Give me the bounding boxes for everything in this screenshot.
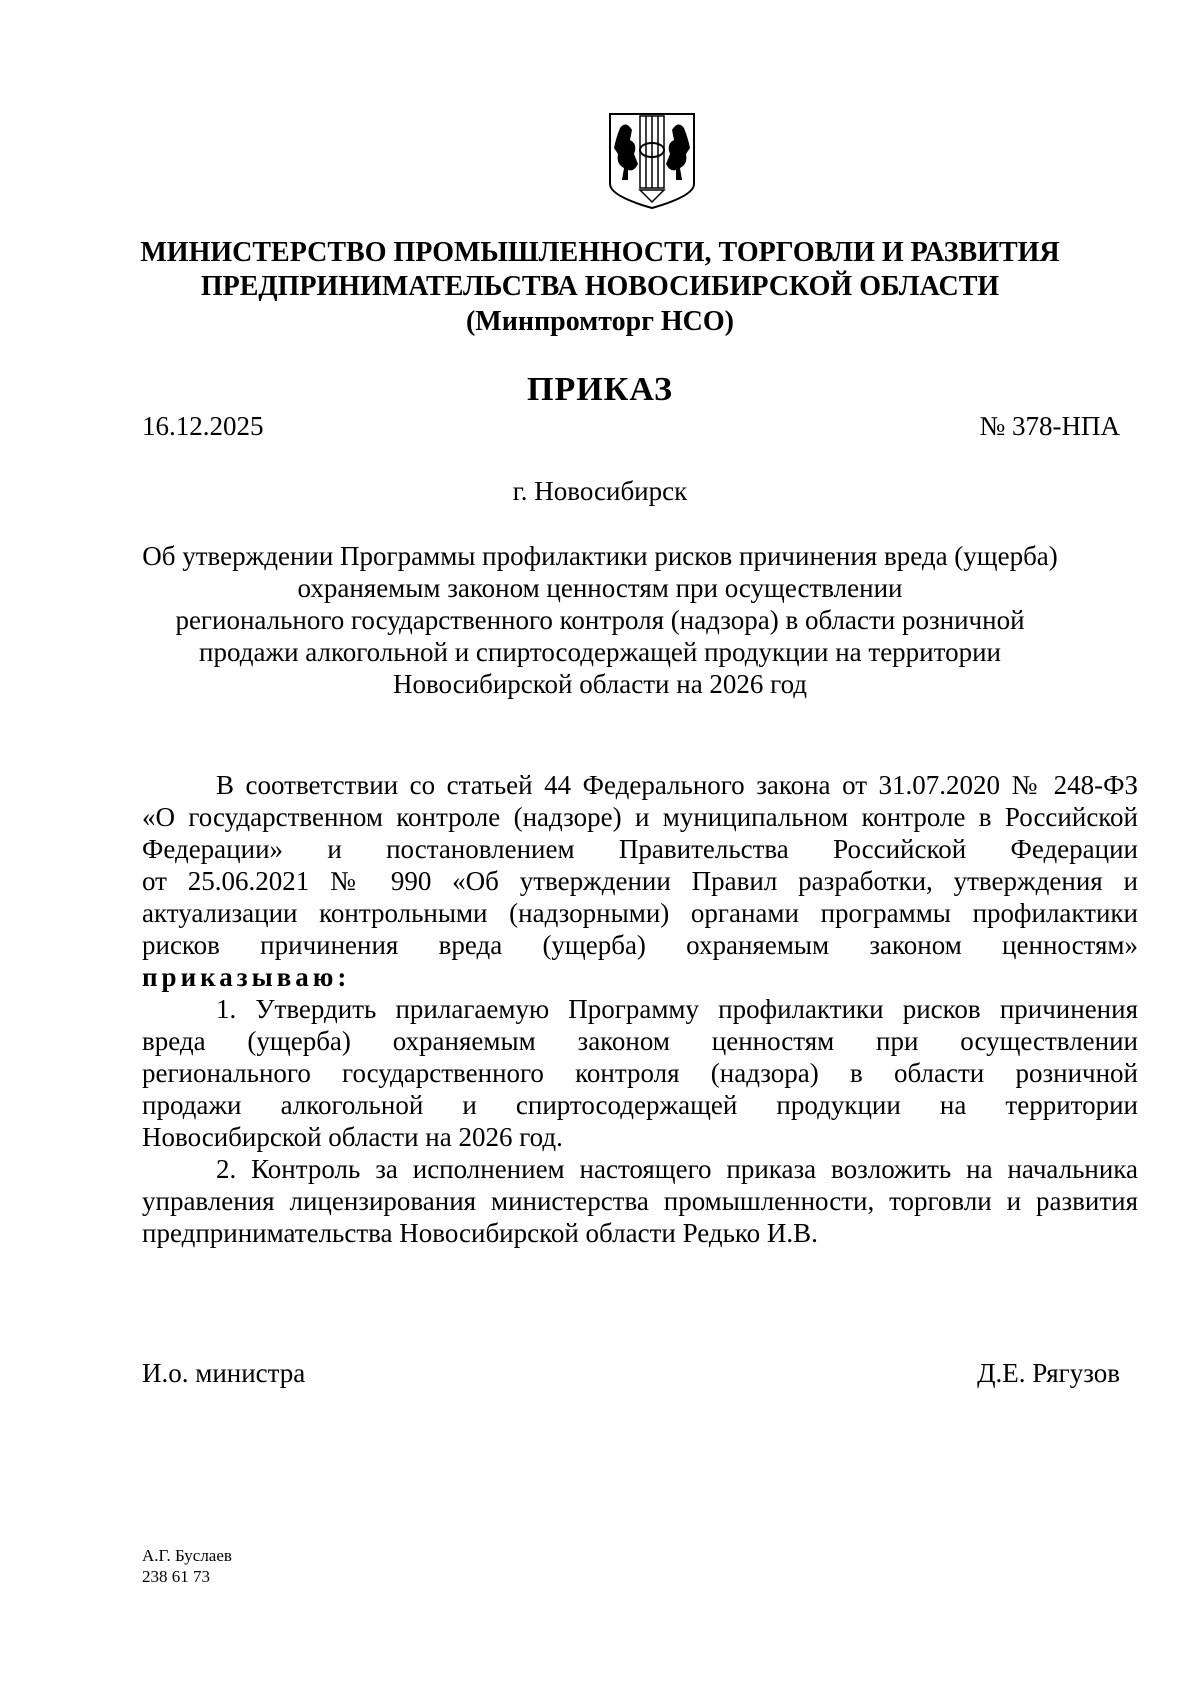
item-1-line: вреда (ущерба) охраняемым законом ценностям при осуществлении [142,1026,1138,1056]
order-subject [140,540,1060,700]
ministry-name-line-1: МИНИСТЕРСТВО ПРОМЫШЛЕННОСТИ, ТОРГОВЛИ И РАЗВИТИЯ [140,237,1060,268]
preamble-line: Федерации» и постановлением Правительства Российской Федерации [142,834,1138,864]
item-1-line: продажи алкогольной и спиртосодержащей продукции на территории [142,1090,1138,1120]
item-2-line: управления лицензирования министерства промышленности, торговли и развития [142,1186,1138,1216]
signatory-position: И.о. министра [142,1358,306,1388]
coat-of-arms-icon [606,110,698,210]
ministry-name-line-2: ПРЕДПРИНИМАТЕЛЬСТВА НОВОСИБИРСКОЙ ОБЛАСТИ [200,271,1000,302]
subject-line: регионального государственного контроля (надзора) в области розничной [175,605,1025,635]
subject-line: Новосибирской области на 2026 год [392,669,808,699]
subject-line: Об утверждении Программы профилактики рисков причинения вреда (ущерба) [142,541,1058,571]
item-1-line: Новосибирской области на 2026 год. [142,1122,563,1152]
preamble-line: актуализации контрольными (надзорными) органами программы профилактики [142,898,1138,928]
preamble-line: «О государственном контроле (надзоре) и муниципальном контроле в Российской [142,802,1138,832]
document-title: ПРИКАЗ [527,371,673,408]
preamble-line: от 25.06.2021 № 990 «Об утверждении Правил разработки, утверждения и [142,866,1138,896]
item-2-line: предпринимательства Новосибирской области Редько И.В. [142,1218,818,1248]
executor-name: А.Г. Буслаев [142,1546,232,1565]
order-city: г. Новосибирск [512,476,688,506]
decree-word: приказываю: [142,962,351,992]
item-2-line: 2. Контроль за исполнением настоящего приказа возложить на начальника [216,1154,1138,1184]
order-date: 16.12.2025 [142,411,264,441]
executor-phone: 238 61 73 [142,1567,210,1586]
preamble-line: В соответствии со статьей 44 Федерального закона от 31.07.2020 № 248-ФЗ [216,770,1138,800]
ministry-short-name: (Минпромторг НСО) [465,306,735,337]
item-1-line: регионального государственного контроля (надзора) в области розничной [142,1058,1138,1088]
order-body [142,769,1138,1249]
order-number: № 378-НПА [979,411,1120,441]
subject-line: продажи алкогольной и спиртосодержащей продукции на территории [199,637,1001,667]
item-1-line: 1. Утвердить прилагаемую Программу профилактики рисков причинения [216,994,1138,1024]
executor-block [142,1545,232,1587]
subject-line: охраняемым законом ценностям при осуществлении [297,573,903,603]
signatory-name: Д.Е. Рягузов [977,1358,1120,1388]
preamble-line: рисков причинения вреда (ущерба) охраняемым законом ценностям» [142,930,1138,960]
